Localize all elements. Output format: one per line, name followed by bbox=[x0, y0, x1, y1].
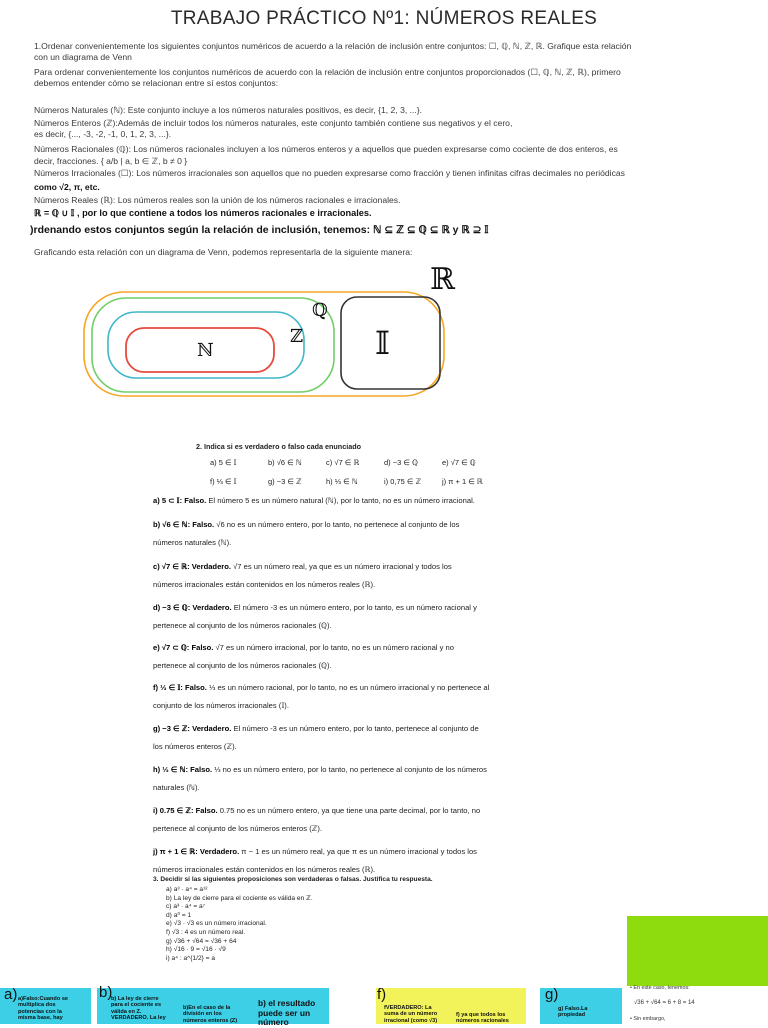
q2-row1 bbox=[210, 458, 510, 470]
q3-item: e) √3 · √3 es un número irracional. bbox=[166, 920, 267, 928]
q2-option: g) −3 ∈ ℤ bbox=[268, 477, 302, 486]
card-letter-b: b) bbox=[99, 984, 113, 1001]
racionales-text-2: decir, fracciones. { a/b | a, b ∈ ℤ, b ≠ 0 } bbox=[34, 156, 188, 166]
answer-line: pertenece al conjunto de los números racionales (ℚ). bbox=[153, 661, 332, 670]
enteros-text-2: es decir, {..., -3, -2, -1, 0, 1, 2, 3, ...}. bbox=[34, 129, 172, 139]
card-letter-f: f) bbox=[377, 986, 387, 1003]
side-note-1: • En este caso, tenemos: bbox=[630, 985, 690, 991]
q3-item: d) a⁰ = 1 bbox=[166, 911, 192, 919]
side-note-2: √36 + √64 = 6 + 8 = 14 bbox=[634, 1000, 695, 1006]
q3-item: c) a³ · a⁴ = a⁷ bbox=[166, 903, 206, 911]
para-line2: debemos entender cómo se relacionan entre sí estos conjuntos: bbox=[34, 78, 279, 88]
answer-line: h) ⅓ ∈ ℕ: Falso. ⅓ no es un número entero, por lo tanto, no pertenece al conjunto de los números bbox=[153, 765, 487, 774]
card-f-text-2: f) ya que todos los números racionales bbox=[456, 1012, 509, 1025]
enteros-text-1: Números Enteros (ℤ):Además de incluir todos los números naturales, este conjunto también contiene sus negativos y el cero, bbox=[34, 118, 513, 128]
q3-item: b) La ley de cierre para el cociente es válida en ℤ. bbox=[166, 894, 313, 902]
union-text: ℝ = ℚ ∪ 𝕀 , por lo que contiene a todos los números racionales e irracionales. bbox=[34, 208, 372, 218]
answer-line: g) −3 ∈ ℤ: Verdadero. El número -3 es un número entero, por lo tanto, pertenece al conjunto de bbox=[153, 724, 479, 733]
q2-answers bbox=[153, 492, 533, 879]
venn-label-i: 𝕀 bbox=[375, 324, 390, 362]
venn-label-n: ℕ bbox=[197, 340, 214, 361]
answer-line: i) 0.75 ∈ ℤ: Falso. 0.75 no es un número entero, ya que tiene una parte decimal, por lo tanto, no bbox=[153, 806, 481, 815]
q2-option: h) ⅓ ∈ ℕ bbox=[326, 477, 358, 486]
q2-option: f) ⅓ ∈ 𝕀 bbox=[210, 477, 237, 486]
side-note-3: • Sin embargo, bbox=[630, 1016, 666, 1022]
answer-line: f) ⅓ ∈ 𝕀: Falso. ⅓ es un número racional, por lo tanto, no es un número irracional y no pertenece al bbox=[153, 683, 490, 692]
card-f-text-1: fVERDADERO: La suma de un número irracional (como √3) bbox=[384, 1005, 438, 1024]
answer-line: naturales (ℕ). bbox=[153, 783, 200, 792]
q3-title: 3. Decidir si las siguientes proposiciones son verdaderas o falsas. Justifica tu respuesta. bbox=[153, 876, 433, 883]
answer-line: pertenece al conjunto de los números racionales (ℚ). bbox=[153, 621, 332, 630]
card-b-text-3: b) el resultado puede ser un número bbox=[258, 998, 316, 1028]
q2-option: c) √7 ∈ ℝ bbox=[326, 458, 360, 467]
card-a-text: a)Falso:Cuando se multiplica dos potencias con la misma base, hay bbox=[18, 996, 69, 1022]
card-g-text: g) Falso.La propiedad bbox=[558, 1006, 588, 1019]
q2-option: b) √6 ∈ ℕ bbox=[268, 458, 302, 467]
q1-line2: con un diagrama de Venn bbox=[34, 52, 132, 62]
answer-line: números naturales (ℕ). bbox=[153, 538, 232, 547]
venn-diagram bbox=[80, 270, 480, 410]
answer-line: los números enteros (ℤ). bbox=[153, 742, 237, 751]
q3-item: a) a³ · a⁴ = a¹² bbox=[166, 886, 208, 893]
q2-option: e) √7 ∈ ℚ bbox=[442, 458, 476, 467]
q2-option: d) −3 ∈ ℚ bbox=[384, 458, 418, 467]
answer-line: pertenece al conjunto de los números enteros (ℤ). bbox=[153, 824, 323, 833]
q2-option: i) 0,75 ∈ ℤ bbox=[384, 477, 422, 486]
answer-line: números irracionales están contenidos en los números reales (ℝ). bbox=[153, 865, 376, 874]
ordering-text: )rdenando estos conjuntos según la relación de inclusión, tenemos: ℕ ⊆ ℤ ⊆ ℚ ⊆ ℝ y ℝ ⊇ 𝕀 bbox=[30, 224, 489, 236]
answer-line: d) −3 ∈ ℚ: Verdadero. El número -3 es un número entero, por lo tanto, es un número racional y bbox=[153, 603, 477, 612]
answer-line: c) √7 ∈ ℝ: Verdadero. √7 es un número real, ya que es un número irracional y todos los bbox=[153, 562, 452, 571]
q2-row2 bbox=[210, 477, 510, 489]
venn-label-q: ℚ bbox=[312, 300, 328, 321]
q2-option: a) 5 ∈ 𝕀 bbox=[210, 458, 237, 467]
reales-text: Números Reales (ℝ): Los números reales son la unión de los números racionales e irracionales. bbox=[34, 195, 401, 205]
q3-item: g) √36 + √64 = √36 + 64 bbox=[166, 937, 237, 945]
answer-line: j) π + 1 ∈ ℝ: Verdadero. π − 1 es un número real, ya que π es un número irracional y todos los bbox=[153, 847, 477, 856]
page-title: TRABAJO PRÁCTICO Nº1: NÚMEROS REALES bbox=[170, 8, 598, 29]
q1-line1: 1.Ordenar convenientemente los siguientes conjuntos numéricos de acuerdo a la relación de inclusión entre conjuntos: ☐, ℚ, ℕ, ℤ, ℝ. Grafique esta relación bbox=[34, 41, 632, 51]
card-b-text-2: b)En el caso de la división en los números enteros (Z) bbox=[183, 1005, 238, 1024]
q2-title: 2. Indica si es verdadero o falso cada enunciado bbox=[196, 442, 361, 451]
venn-label-z: ℤ bbox=[290, 326, 304, 347]
q3-item: i) a⁴ : a^{1/2} = a bbox=[166, 954, 216, 962]
racionales-text-1: Números Racionales (ℚ): Los números racionales incluyen a los números enteros y a aquellos que pueden expresarse como cociente de dos enteros, es bbox=[34, 144, 618, 154]
answer-line: b) √6 ∈ ℕ: Falso. √6 no es un número entero, por lo tanto, no pertenece al conjunto de los bbox=[153, 520, 460, 529]
q3-item: h) √16 · 9 = √16 · √9 bbox=[166, 946, 226, 954]
naturales-text: Números Naturales (ℕ): Este conjunto incluye a los números naturales positivos, es decir, {1, 2, 3, ...}. bbox=[34, 105, 423, 115]
green-note-block bbox=[627, 916, 768, 986]
answer-line: a) 5 ⊂ 𝕀: Falso. El número 5 es un número natural (ℕ), por lo tanto, no es un número irracional. bbox=[153, 496, 475, 505]
card-letter-a: a) bbox=[4, 986, 18, 1003]
answer-line: e) √7 ⊂ ℚ: Falso. √7 es un número irracional, por lo tanto, no es un número racional y no bbox=[153, 643, 454, 652]
answer-line: números irracionales están contenidos en los números reales (ℝ). bbox=[153, 580, 376, 589]
set-i-outline bbox=[341, 297, 440, 389]
para-line1: Para ordenar convenientemente los conjuntos numéricos de acuerdo con la relación de inclusión entre conjuntos proporcionados (☐, ℚ, ℕ, ℤ, ℝ), primero bbox=[34, 67, 621, 77]
q3-list bbox=[166, 886, 313, 963]
irracionales-text-1: Números Irracionales (☐): Los números irracionales son aquellos que no pueden expresarse como fracción y tienen infinitas cifras decimales no periódicas bbox=[34, 168, 625, 178]
set-r-outline bbox=[84, 292, 444, 396]
graph-text: Graficando esta relación con un diagrama de Venn, podemos representarla de la siguiente manera: bbox=[34, 247, 413, 257]
answer-line: conjunto de los números irracionales (𝕀). bbox=[153, 701, 289, 710]
q2-option: j) π + 1 ∈ ℝ bbox=[442, 477, 483, 486]
card-b-text-1: b) La ley de cierre para el cociente es válida en Z. VERDADERO. La ley bbox=[111, 996, 166, 1022]
card-letter-g: g) bbox=[545, 986, 559, 1003]
irracionales-text-2: como √2, π, etc. bbox=[34, 182, 100, 192]
q3-item: f) √3 : 4 es un número real. bbox=[166, 928, 246, 936]
venn-label-r: ℝ bbox=[430, 262, 455, 297]
